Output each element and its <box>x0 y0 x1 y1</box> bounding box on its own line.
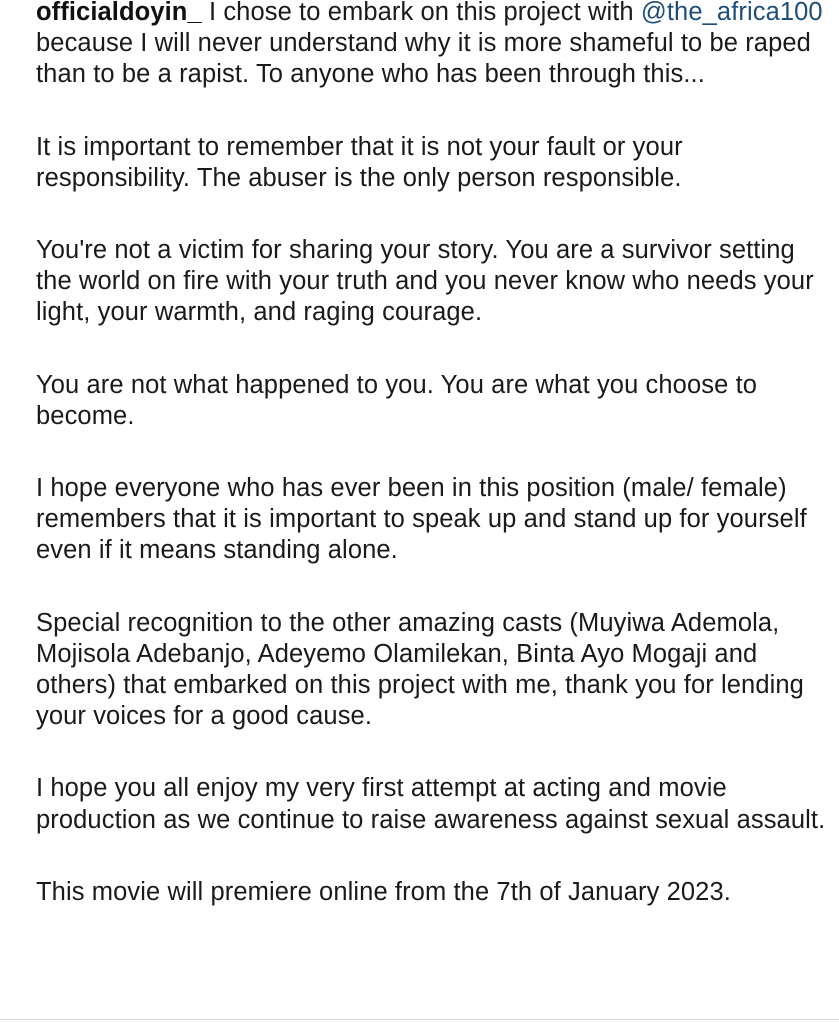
caption-paragraph: You're not a victim for sharing your story. You are a survivor setting the world on fire with your truth and you never know who needs your light, your warmth, and raging courage. <box>36 236 814 327</box>
caption-paragraph: You are not what happened to you. You are what you choose to become. <box>36 370 758 430</box>
caption-paragraph: It is important to remember that it is not your fault or your responsibility. The abuser is the only person responsible. <box>36 132 683 192</box>
intro-text: I chose to embark on this project with <box>201 0 641 26</box>
mention-link[interactable]: @the_africa100 <box>640 0 823 26</box>
caption-intro <box>36 0 826 91</box>
caption-paragraph: I hope you all enjoy my very first attempt at acting and movie production as we continue to raise awareness against sexual assault. <box>36 774 826 834</box>
caption-paragraph: I hope everyone who has ever been in this position (male/ female) remembers that it is important to speak up and stand up for yourself even if it means standing alone. <box>36 474 807 565</box>
divider <box>0 1019 839 1020</box>
caption-paragraph: Special recognition to the other amazing casts (Muyiwa Ademola, Mojisola Adebanjo, Adeyemo Olamilekan, Binta Ayo Mogaji and others) that embarked on this project with me, thank you for lending your voices for a good cause. <box>36 608 804 731</box>
intro-rest: because I will never understand why it is more shameful to be raped than to be a rapist. To anyone who has been through this... <box>36 29 811 89</box>
post-caption <box>36 0 826 908</box>
caption-paragraph: This movie will premiere online from the 7th of January 2023. <box>36 877 731 906</box>
username-link[interactable]: officialdoyin_ <box>36 0 202 26</box>
